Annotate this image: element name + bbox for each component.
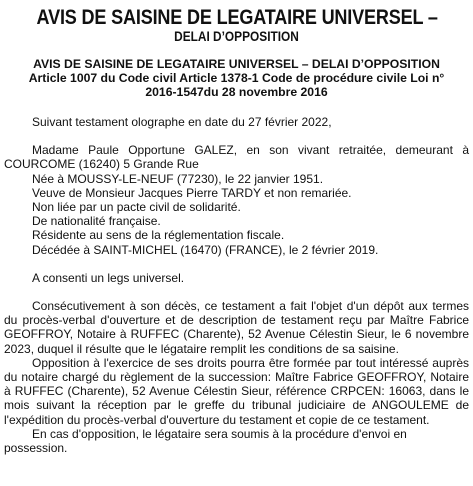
notice-title: AVIS DE SAISINE DE LEGATAIRE UNIVERSEL – [36, 6, 438, 29]
paragraph-consecutivement: Consécutivement à son décès, ce testament a fait l'objet d'un dépôt aux termes du procès-verbal d'ouverture et de description de testament reçu par Maître Fabrice GEOFFROY, Notaire à RUFFEC (Charente), 52 Avenue Célestin Sieur, le 6 novembre 2023, duquel il résulte que le légataire remplit les conditions de sa saisine. [4, 299, 469, 356]
paragraph-consenti: A consenti un legs universel. [32, 270, 185, 285]
notice-body [4, 115, 469, 455]
heading-line: Article 1007 du Code civil Article 1378-1 Code de procédure civile Loi n° [28, 71, 445, 85]
notice-subtitle: DELAI D’OPPOSITION [174, 29, 299, 44]
paragraph-opposition: Opposition à l'exercice de ses droits pourra être formée par tout intéressé auprès du notaire chargé du règlement de la succession: Maître Fabrice GEOFFROY, Notaire à RUFFEC (Charente), 52 Avenue Célestin Sieur, référence CRPCEN: 16063, dans le mois suivant la réception par le greffe du tribunal judiciaire de ANGOULEME de l'expédition du procès-verbal d'ouverture du testament et copie de ce testament. [4, 355, 469, 427]
paragraph-cas-opposition: En cas d'opposition, le légataire sera soumis à la procédure d'envoi en possession. [4, 426, 407, 456]
paragraph-resident: Résidente au sens de la réglementation fiscale. [32, 228, 285, 243]
paragraph-testament: Suivant testament olographe en date du 27 février 2022, [32, 115, 332, 129]
paragraph-pacs: Non liée par un pacte civil de solidarité. [32, 200, 241, 215]
paragraph-madame-line2: COURCOME (16240) 5 Grande Rue [4, 157, 199, 172]
paragraph-decedee: Décédée à SAINT-MICHEL (16470) (FRANCE), le 2 février 2019. [32, 242, 379, 257]
paragraph-madame-line1: Madame Paule Opportune GALEZ, en son vivant retraitée, demeurant à [32, 143, 469, 158]
notice-heading [4, 57, 469, 99]
paragraph-nee: Née à MOUSSY-LE-NEUF (77230), le 22 janvier 1951. [32, 171, 324, 186]
paragraph-nationalite: De nationalité française. [32, 214, 161, 229]
heading-line: AVIS DE SAISINE DE LEGATAIRE UNIVERSEL – DELAI D’OPPOSITION [33, 57, 440, 71]
heading-line: 2016-1547du 28 novembre 2016 [145, 85, 328, 99]
paragraph-veuve: Veuve de Monsieur Jacques Pierre TARDY et non remariée. [32, 185, 352, 200]
